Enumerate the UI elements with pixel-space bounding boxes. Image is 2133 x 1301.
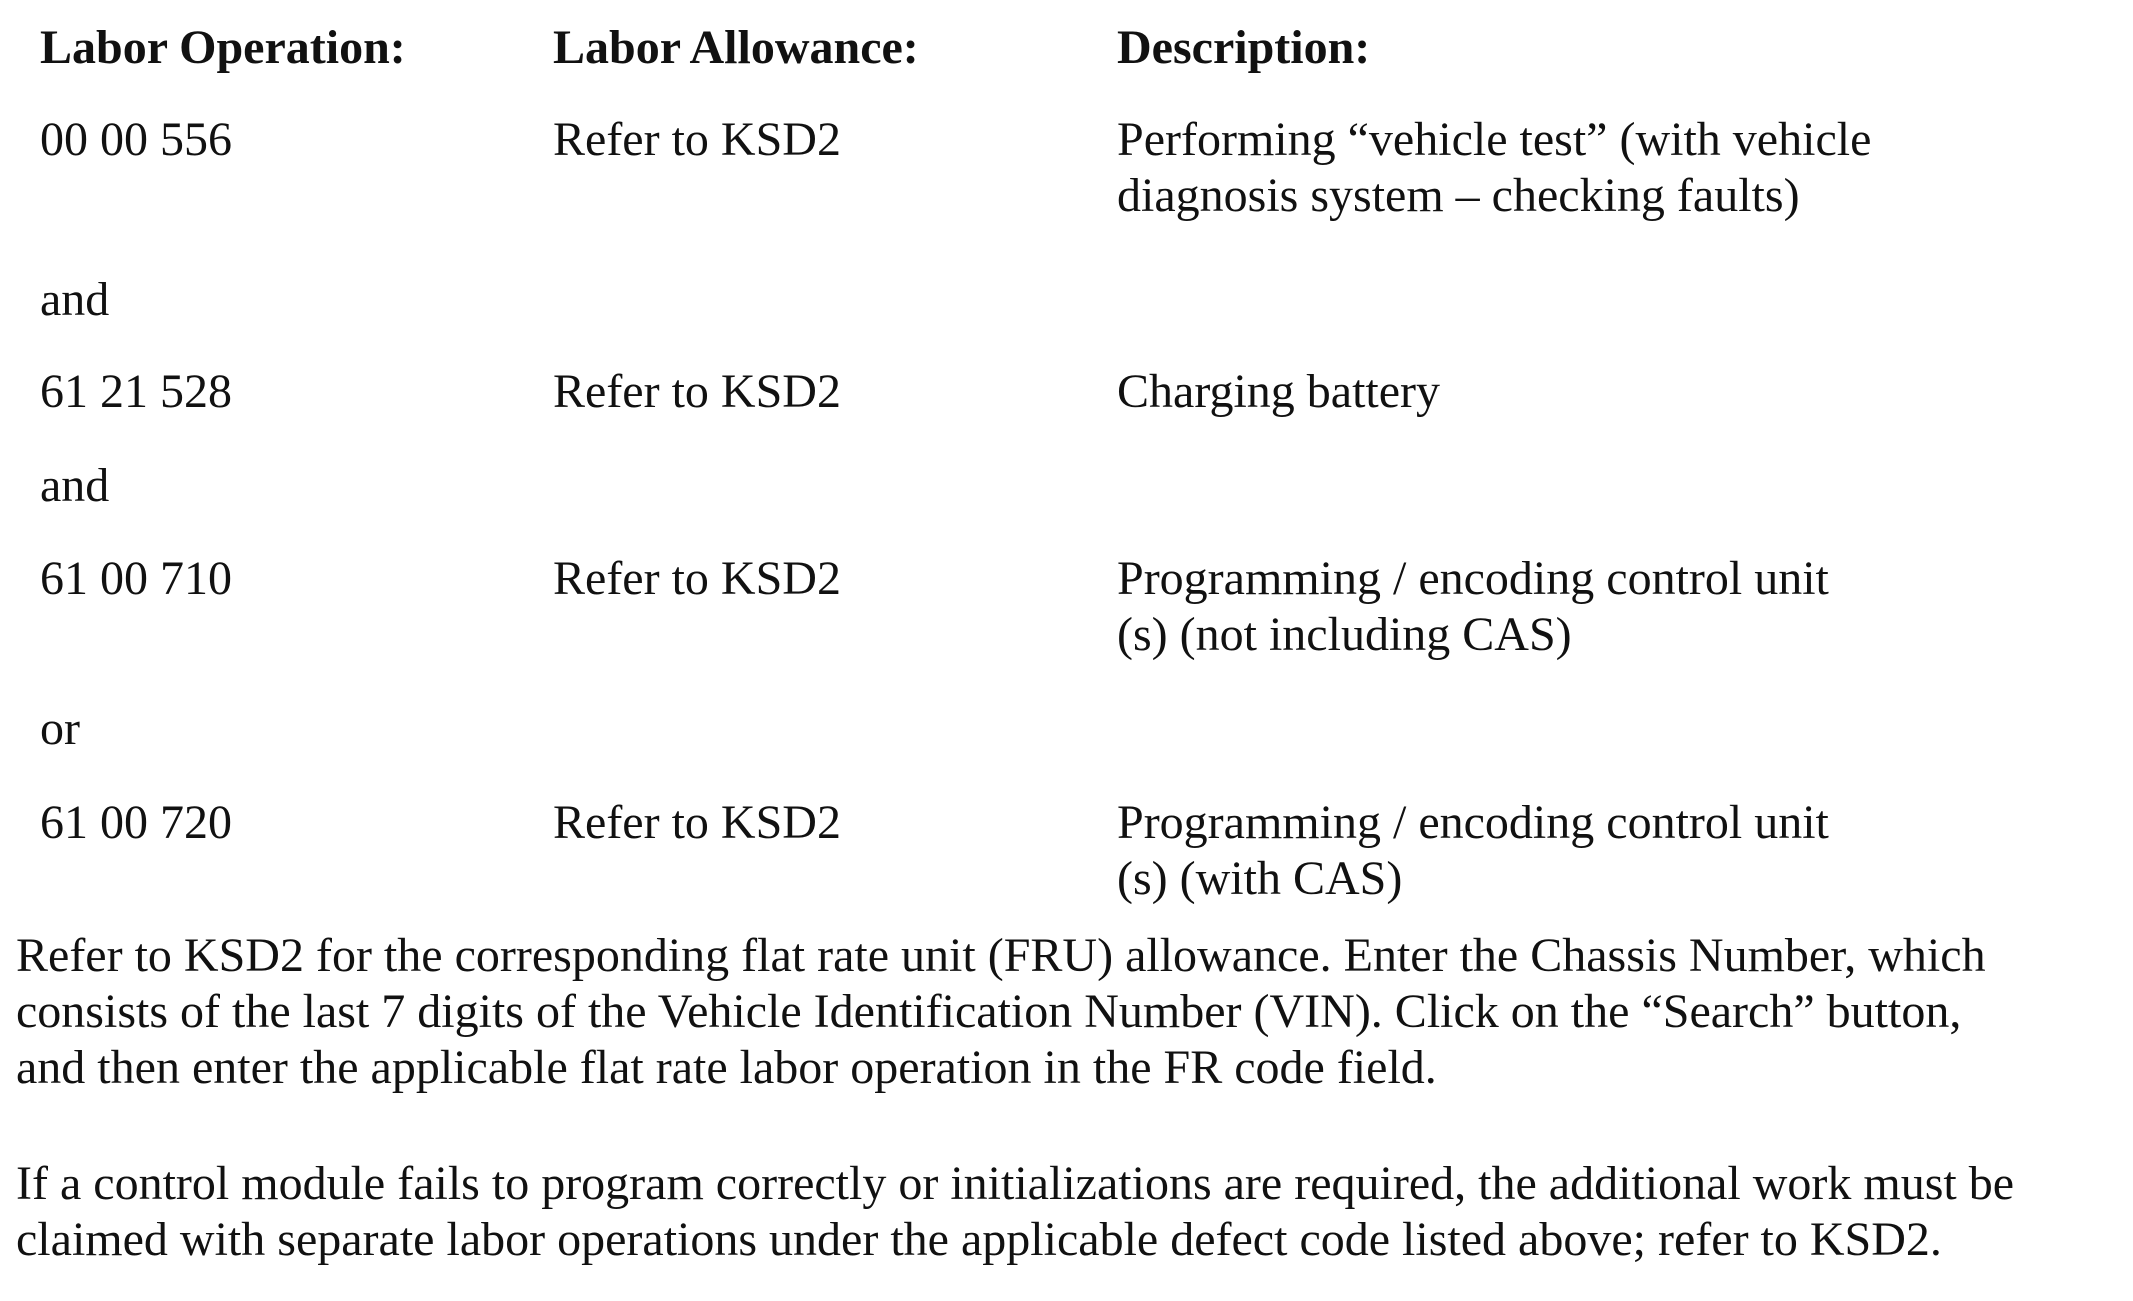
row-4-operation: 61 00 720: [40, 796, 232, 849]
connector-and-2: and: [40, 459, 110, 512]
row-4-description-line-1: Programming / encoding control unit: [1117, 796, 1829, 849]
row-3-description-line-1: Programming / encoding control unit: [1117, 552, 1829, 605]
row-1-description-line-2: diagnosis system – checking faults): [1117, 169, 1800, 222]
row-2-allowance: Refer to KSD2: [553, 365, 841, 418]
header-labor-allowance: Labor Allowance:: [553, 21, 919, 74]
row-2-operation: 61 21 528: [40, 365, 232, 418]
paragraph-control-module-note: [16, 1156, 2126, 1268]
header-labor-operation: Labor Operation:: [40, 21, 406, 74]
row-1-allowance: Refer to KSD2: [553, 113, 841, 166]
paragraph-2-line-1: If a control module fails to program correctly or initializations are required, the additional work must be: [16, 1157, 2015, 1210]
paragraph-ksd2-instructions: [16, 928, 2126, 1096]
header-description: Description:: [1117, 21, 1371, 74]
paragraph-1-line-2: consists of the last 7 digits of the Vehicle Identification Number (VIN). Click on the “Search” button,: [16, 985, 1962, 1038]
row-2-description-line-1: Charging battery: [1117, 365, 1441, 418]
connector-and-1: and: [40, 273, 110, 326]
row-4-allowance: Refer to KSD2: [553, 796, 841, 849]
row-1-operation: 00 00 556: [40, 113, 232, 166]
paragraph-1-line-1: Refer to KSD2 for the corresponding flat rate unit (FRU) allowance. Enter the Chassis Number, which: [16, 929, 1986, 982]
row-3-operation: 61 00 710: [40, 552, 232, 605]
row-1-description-line-1: Performing “vehicle test” (with vehicle: [1117, 113, 1872, 166]
connector-or: or: [40, 702, 80, 755]
row-3-allowance: Refer to KSD2: [553, 552, 841, 605]
paragraph-1-line-3: and then enter the applicable flat rate labor operation in the FR code field.: [16, 1041, 1437, 1094]
paragraph-2-line-2: claimed with separate labor operations under the applicable defect code listed above; refer to KSD2.: [16, 1213, 1942, 1266]
row-4-description-line-2: (s) (with CAS): [1117, 852, 1403, 905]
row-3-description-line-2: (s) (not including CAS): [1117, 608, 1572, 661]
